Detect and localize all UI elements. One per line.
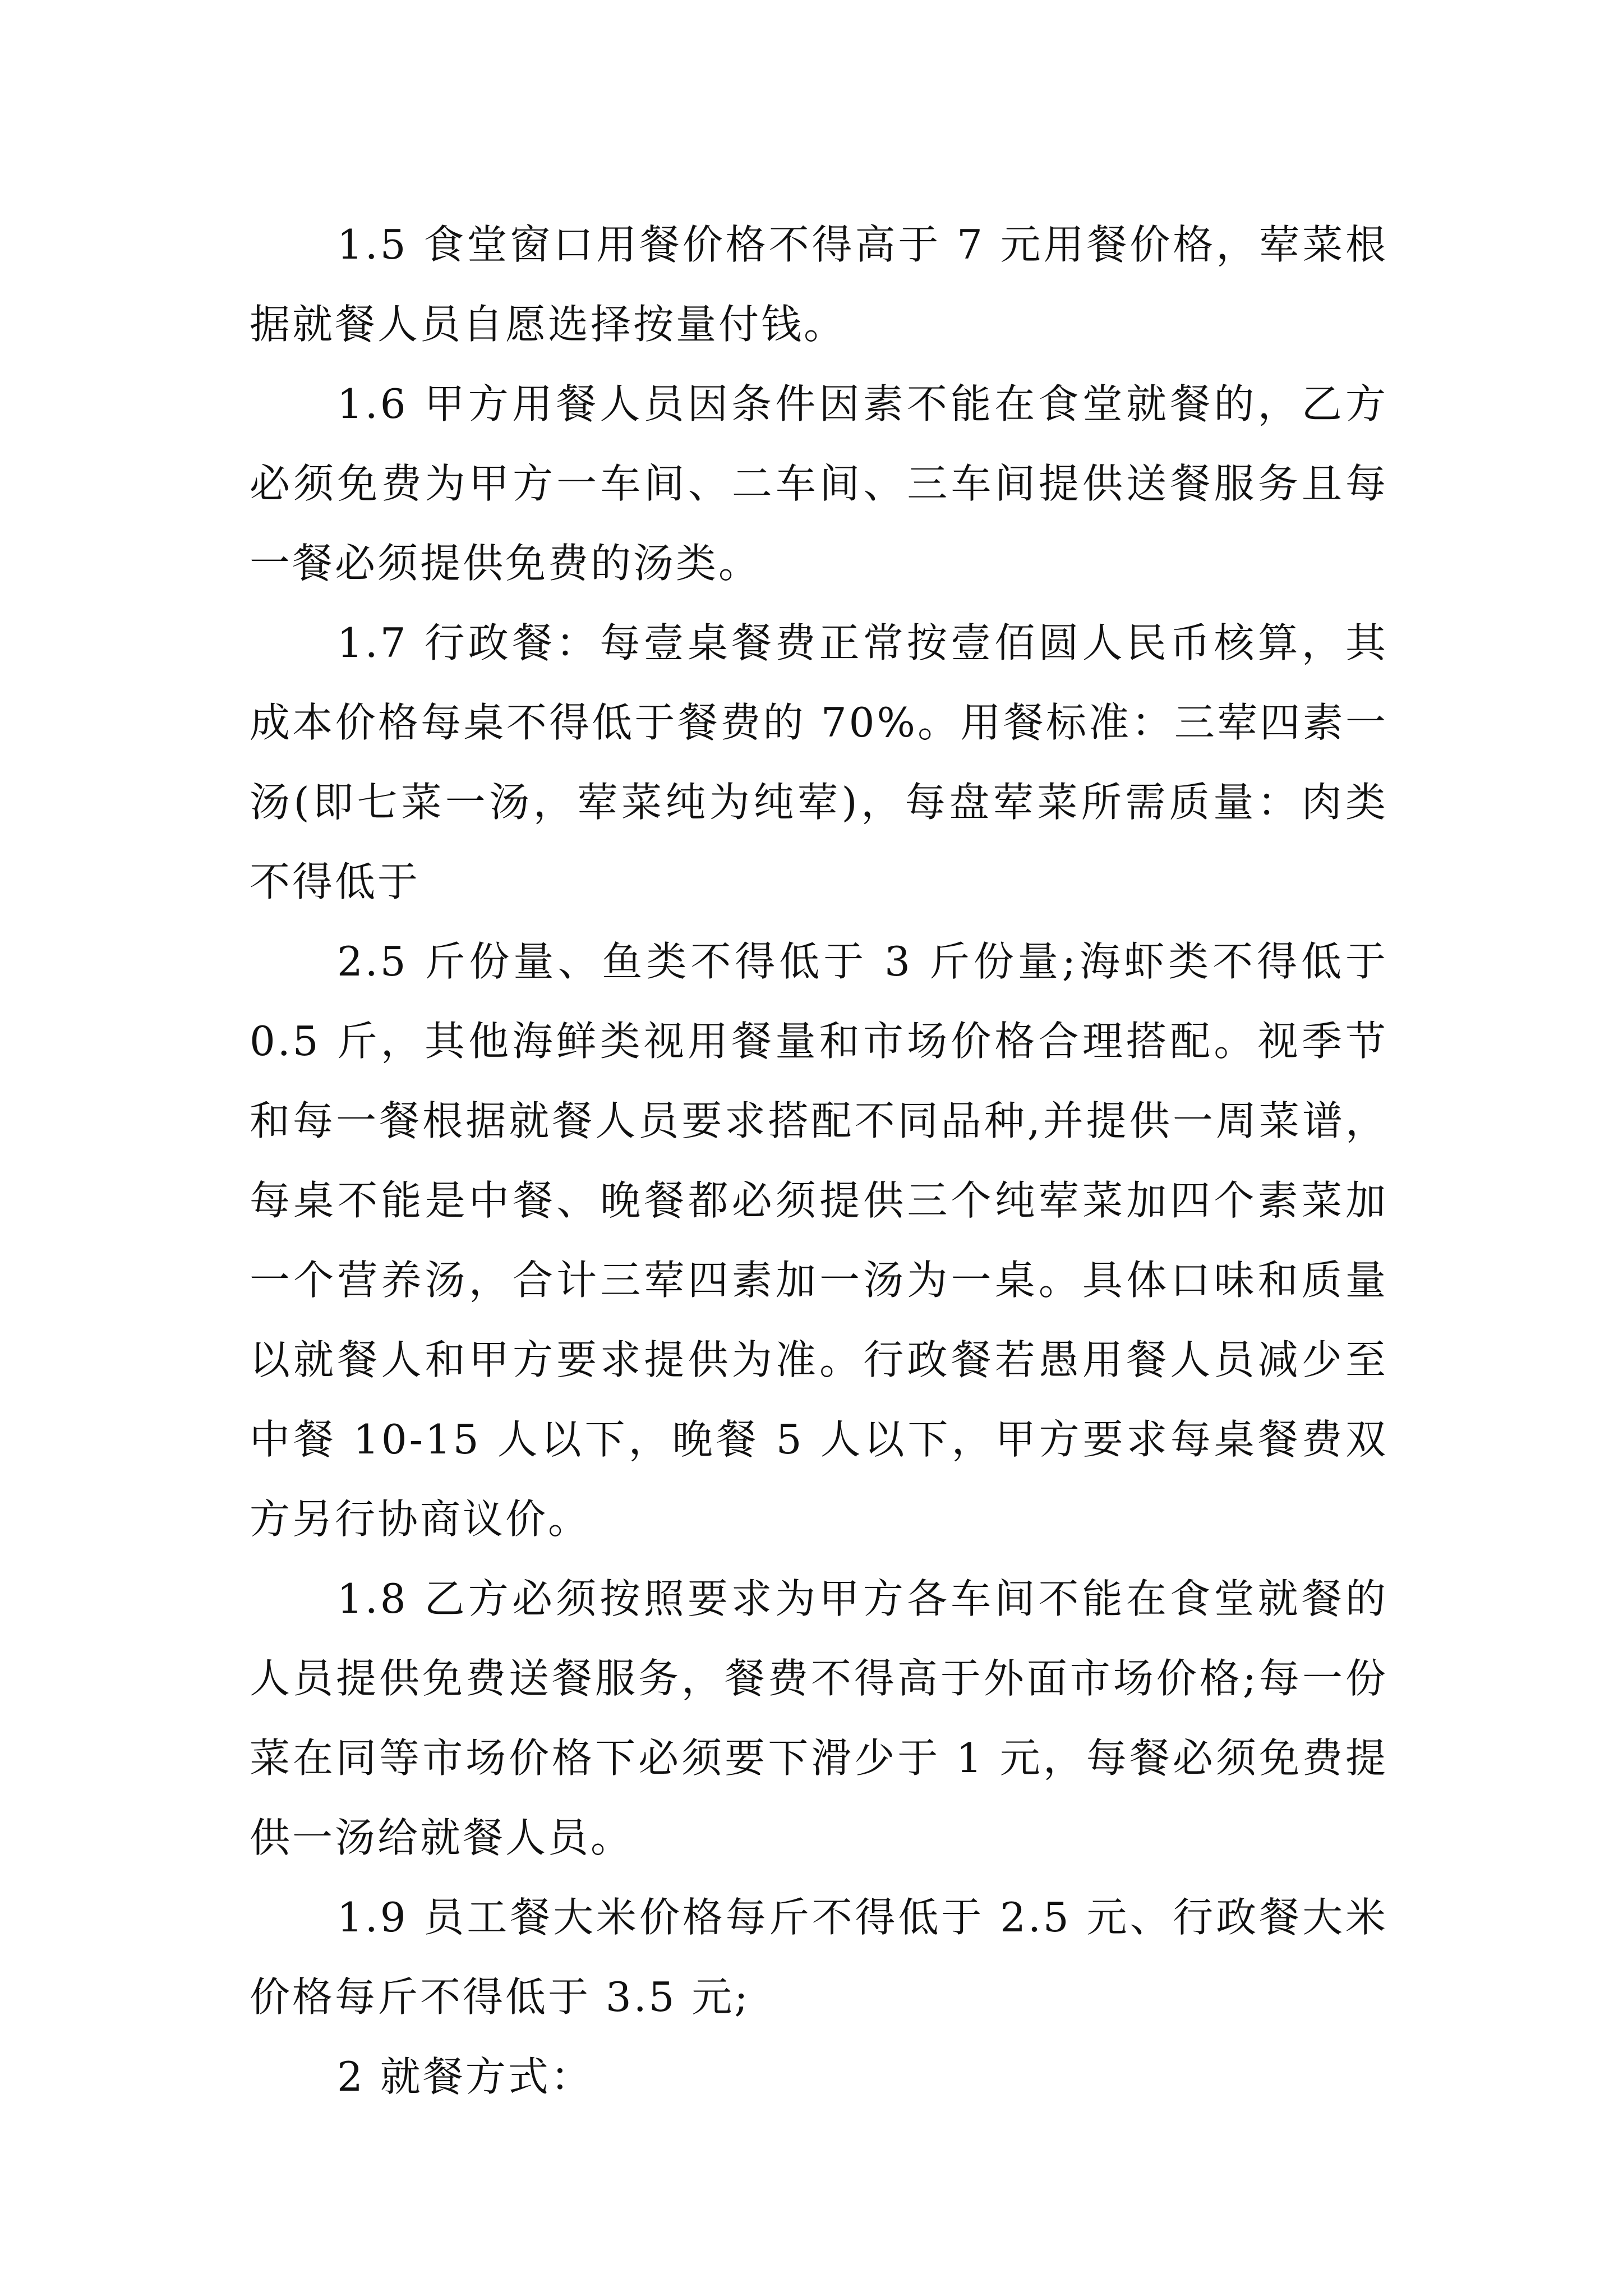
paragraph-1-9: 1.9 员工餐大米价格每斤不得低于 2.5 元、行政餐大米价格每斤不得低于 3.5 元; [250, 1894, 1388, 2021]
paragraph-1-7: 1.7 行政餐：每壹桌餐费正常按壹佰圆人民币核算，其成本价格每桌不得低于餐费的 70%。用餐标准：三荤四素一汤(即七菜一汤，荤菜纯为纯荤)，每盘荤菜所需质量：肉类不得低于 [250, 619, 1388, 905]
paragraph-2-5-continued: 2.5 斤份量、鱼类不得低于 3 斤份量;海虾类不得低于 0.5 斤，其他海鲜类视用餐量和市场价格合理搭配。视季节和每一餐根据就餐人员要求搭配不同品种,并提供一周菜谱，每桌不能是中餐、晚餐都必须提供三个纯荤菜加四个素菜加一个营养汤，合计三荤四素加一汤为一桌。具体口味和质量以就餐人和甲方要求提供为准。行政餐若愚用餐人员减少至中餐 10-15 人以下，晚餐 5 人以下，甲方要求每桌餐费双方另行协商议价。 [250, 938, 1388, 1543]
paragraph-1-5: 1.5 食堂窗口用餐价格不得高于 7 元用餐价格，荤菜根据就餐人员自愿选择按量付钱。 [250, 221, 1388, 348]
paragraph-2-dining-method: 2 就餐方式： [337, 2053, 593, 2100]
paragraph-1-6: 1.6 甲方用餐人员因条件因素不能在食堂就餐的，乙方必须免费为甲方一车间、二车间、三车间提供送餐服务且每一餐必须提供免费的汤类。 [250, 380, 1388, 587]
document-body [250, 205, 1388, 2116]
paragraph-1-8: 1.8 乙方必须按照要求为甲方各车间不能在食堂就餐的人员提供免费送餐服务，餐费不得高于外面市场价格;每一份菜在同等市场价格下必须要下滑少于 1 元，每餐必须免费提供一汤给就餐人员。 [250, 1575, 1388, 1861]
